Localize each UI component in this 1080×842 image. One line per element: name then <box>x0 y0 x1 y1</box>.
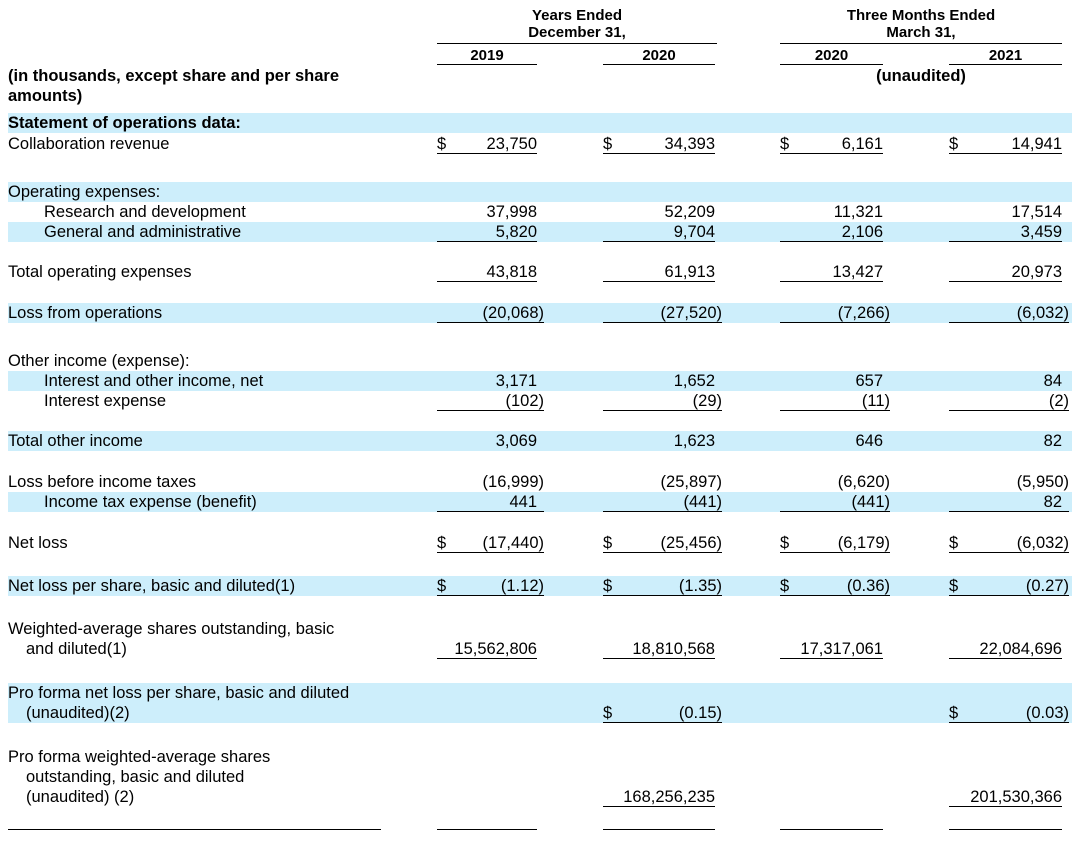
net-loss-q1-2020: (6,179) <box>837 534 890 552</box>
label-net-loss: Net loss <box>8 534 68 552</box>
underline <box>437 552 544 553</box>
underline <box>437 595 544 596</box>
label-loss-from-operations: Loss from operations <box>8 304 163 322</box>
loss-ops-2019: (20,068) <box>482 304 544 322</box>
interest-income-2020: 1,652 <box>673 372 715 390</box>
label-interest-expense: Interest expense <box>44 392 166 410</box>
dollar-sign: $ <box>603 704 613 722</box>
underline <box>780 552 890 553</box>
rnd-q1-2021: 17,514 <box>1011 203 1062 221</box>
label-weighted-avg-line2: and diluted(1) <box>26 640 127 658</box>
tax-q1-2020: (441) <box>851 493 890 511</box>
underline <box>603 806 715 807</box>
gna-2020: 9,704 <box>673 223 715 241</box>
label-total-operating-expenses: Total operating expenses <box>8 263 192 281</box>
bottom-rule <box>603 829 715 830</box>
wavg-q1-2020: 17,317,061 <box>800 640 883 658</box>
bottom-rule <box>8 829 381 830</box>
underline <box>603 722 722 723</box>
total-opex-2019: 43,818 <box>486 263 537 281</box>
pf-eps-2020: (0.15) <box>678 704 722 722</box>
label-general-administrative: General and administrative <box>44 223 242 241</box>
total-other-2020: 1,623 <box>673 432 715 450</box>
year-col4: 2021 <box>988 47 1023 64</box>
rnd-2020: 52,209 <box>664 203 715 221</box>
statement-title: Statement of operations data: <box>8 114 241 132</box>
underline <box>603 241 715 242</box>
underline <box>603 552 722 553</box>
underline <box>780 281 883 282</box>
dollar-sign: $ <box>780 135 790 153</box>
underline <box>949 241 1062 242</box>
dollar-sign: $ <box>603 135 613 153</box>
underline <box>949 281 1062 282</box>
dollar-sign: $ <box>949 534 959 552</box>
underline <box>949 511 1069 512</box>
underline <box>780 658 883 659</box>
underline <box>603 658 715 659</box>
underline <box>603 511 722 512</box>
label-pro-forma-wavg-line2: outstanding, basic and diluted <box>26 768 245 786</box>
underline <box>780 511 890 512</box>
label-pro-forma-wavg-line3: (unaudited) (2) <box>26 788 135 806</box>
tax-q1-2021: 82 <box>1043 493 1062 511</box>
wavg-2020: 18,810,568 <box>632 640 715 658</box>
underline <box>949 806 1062 807</box>
net-loss-q1-2021: (6,032) <box>1016 534 1069 552</box>
total-other-q1-2020: 646 <box>855 432 883 450</box>
collab-q1-2020: 6,161 <box>841 135 883 153</box>
loss-ops-2020: (27,520) <box>660 304 722 322</box>
underline <box>437 511 544 512</box>
eps-2020: (1.35) <box>678 577 722 595</box>
label-income-tax: Income tax expense (benefit) <box>44 493 257 511</box>
label-total-other-income: Total other income <box>8 432 143 450</box>
underline <box>437 322 544 323</box>
eps-2019: (1.12) <box>500 577 544 595</box>
dollar-sign: $ <box>437 534 447 552</box>
eps-q1-2020: (0.36) <box>846 577 890 595</box>
dollar-sign: $ <box>949 704 959 722</box>
total-opex-2020: 61,913 <box>664 263 715 281</box>
collab-q1-2021: 14,941 <box>1011 135 1062 153</box>
underline <box>949 658 1062 659</box>
underline <box>603 410 722 411</box>
dollar-sign: $ <box>603 534 613 552</box>
label-research-development: Research and development <box>44 203 246 221</box>
header-three-months-line2: March 31, <box>886 24 956 41</box>
interest-income-q1-2020: 657 <box>855 372 883 390</box>
band-total-other <box>8 431 1072 451</box>
underline <box>780 241 883 242</box>
net-loss-2020: (25,456) <box>660 534 722 552</box>
interest-exp-q1-2021: (2) <box>1048 392 1069 410</box>
interest-income-2019: 3,171 <box>495 372 537 390</box>
pf-wavg-2020: 168,256,235 <box>623 788 715 806</box>
operating-expenses-title: Operating expenses: <box>8 183 161 201</box>
total-opex-q1-2021: 20,973 <box>1011 263 1062 281</box>
interest-exp-2019: (102) <box>505 392 544 410</box>
tax-2019: 441 <box>509 493 537 511</box>
underline <box>603 281 715 282</box>
year-rule-col2 <box>603 64 715 65</box>
dollar-sign: $ <box>780 577 790 595</box>
year-col2: 2020 <box>642 47 676 64</box>
header-years-ended-line1: Years Ended <box>531 7 623 24</box>
label-collaboration-revenue: Collaboration revenue <box>8 135 170 153</box>
total-other-q1-2021: 82 <box>1043 432 1062 450</box>
header-three-months-line1: Three Months Ended <box>846 7 996 24</box>
label-loss-before-taxes: Loss before income taxes <box>8 473 197 491</box>
label-weighted-avg-line1: Weighted-average shares outstanding, basic <box>8 620 335 638</box>
pf-eps-q1-2021: (0.03) <box>1025 704 1069 722</box>
total-other-2019: 3,069 <box>495 432 537 450</box>
interest-income-q1-2021: 84 <box>1043 372 1062 390</box>
total-opex-q1-2020: 13,427 <box>832 263 883 281</box>
label-pro-forma-wavg-line1: Pro forma weighted-average shares <box>8 748 271 766</box>
wavg-2019: 15,562,806 <box>454 640 537 658</box>
units-label-line2: amounts) <box>8 87 83 105</box>
bottom-rule <box>780 829 883 830</box>
gna-q1-2021: 3,459 <box>1020 223 1062 241</box>
dollar-sign: $ <box>949 135 959 153</box>
eps-q1-2021: (0.27) <box>1025 577 1069 595</box>
underline <box>603 153 715 154</box>
year-col3: 2020 <box>814 47 849 64</box>
underline <box>437 241 537 242</box>
dollar-sign: $ <box>437 135 447 153</box>
header-rule-years <box>437 43 717 44</box>
underline <box>949 153 1062 154</box>
other-income-title: Other income (expense): <box>8 352 190 370</box>
loss-ops-q1-2021: (6,032) <box>1016 304 1069 322</box>
underline <box>949 322 1069 323</box>
label-pro-forma-eps-line2: (unaudited)(2) <box>26 704 130 722</box>
loss-before-2019: (16,999) <box>482 473 544 491</box>
underline <box>780 595 890 596</box>
underline <box>949 552 1069 553</box>
underline <box>437 153 537 154</box>
collab-2019: 23,750 <box>486 135 537 153</box>
label-interest-other-income: Interest and other income, net <box>44 372 264 390</box>
rnd-q1-2020: 11,321 <box>833 203 883 221</box>
loss-ops-q1-2020: (7,266) <box>837 304 890 322</box>
net-loss-2019: (17,440) <box>482 534 544 552</box>
underline <box>437 281 537 282</box>
underline <box>437 410 544 411</box>
loss-before-q1-2021: (5,950) <box>1016 473 1069 491</box>
year-col1: 2019 <box>470 47 504 64</box>
year-rule-col4 <box>949 64 1062 65</box>
collab-2020: 34,393 <box>664 135 715 153</box>
unaudited-label: (unaudited) <box>876 67 966 85</box>
underline <box>780 153 883 154</box>
underline <box>949 410 1069 411</box>
label-pro-forma-eps-line1: Pro forma net loss per share, basic and diluted <box>8 684 350 702</box>
loss-before-2020: (25,897) <box>660 473 722 491</box>
units-label-line1: (in thousands, except share and per share <box>8 67 340 85</box>
pf-wavg-q1-2021: 201,530,366 <box>970 788 1062 806</box>
dollar-sign: $ <box>780 534 790 552</box>
rnd-2019: 37,998 <box>486 203 537 221</box>
year-rule-col3 <box>780 64 883 65</box>
wavg-q1-2021: 22,084,696 <box>979 640 1062 658</box>
gna-q1-2020: 2,106 <box>841 223 883 241</box>
loss-before-q1-2020: (6,620) <box>837 473 890 491</box>
dollar-sign: $ <box>437 577 447 595</box>
band-operating-expenses <box>8 182 1072 202</box>
label-net-loss-per-share: Net loss per share, basic and diluted(1) <box>8 577 296 595</box>
underline <box>949 595 1069 596</box>
interest-exp-2020: (29) <box>692 392 722 410</box>
header-rule-three-months <box>780 43 1062 44</box>
underline <box>949 722 1069 723</box>
underline <box>780 322 890 323</box>
underline <box>603 322 722 323</box>
bottom-rule <box>949 829 1062 830</box>
underline <box>437 658 537 659</box>
interest-exp-q1-2020: (11) <box>861 392 890 410</box>
bottom-rule <box>437 829 537 830</box>
dollar-sign: $ <box>949 577 959 595</box>
dollar-sign: $ <box>603 577 613 595</box>
year-rule-col1 <box>437 64 537 65</box>
underline <box>780 410 890 411</box>
underline <box>603 595 722 596</box>
gna-2019: 5,820 <box>495 223 537 241</box>
tax-2020: (441) <box>683 493 722 511</box>
header-years-ended-line2: December 31, <box>528 24 626 41</box>
